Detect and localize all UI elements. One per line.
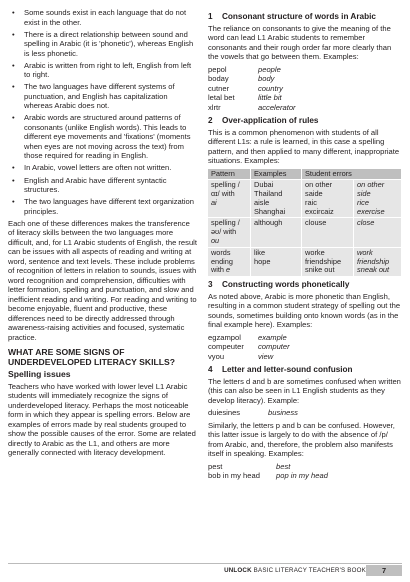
section-3-text: As noted above, Arabic is more phonetic than English, resulting in a common student strategy of spelling out the sounds, sometimes building onto known words (as in the final example here). Examples: xyxy=(208,291,401,330)
page-footer xyxy=(0,563,410,577)
correct-word: sneak out xyxy=(357,265,390,275)
section-4-text-2: Similarly, the letters p and b can be confused. However, this latter issue is largely to do with the absence of /p/ from Arabic, and, therefore, the problem also manifests itself in speaking. Examples: xyxy=(208,420,395,459)
pattern-cell xyxy=(208,247,251,276)
error-word: boday xyxy=(208,74,229,83)
list-item: • The two languages have different systems of punctuation, and English has capitalization whereas Arabic does not. xyxy=(8,82,198,111)
error-word: snike out xyxy=(305,265,335,275)
correct-word: best xyxy=(276,461,291,471)
example-word: like xyxy=(254,247,266,257)
section-4-examples-2 xyxy=(208,462,402,481)
error-word: compeuter xyxy=(208,342,244,352)
section-3-title xyxy=(208,280,402,290)
examples-cell xyxy=(251,247,302,276)
right-column xyxy=(208,8,402,484)
table-header-row xyxy=(208,169,402,180)
examples-cell xyxy=(251,180,302,218)
pattern-letters: e xyxy=(226,265,231,275)
correct-word: friendship xyxy=(357,256,390,266)
table-row xyxy=(208,247,402,276)
example-word: Shanghai xyxy=(254,206,286,216)
section-4-examples-1 xyxy=(208,408,402,418)
list-item: • In Arabic, vowel letters are often not written. xyxy=(8,163,198,173)
error-word: cutner xyxy=(208,83,230,93)
footer-divider xyxy=(8,563,402,564)
error-word: clouse xyxy=(305,218,327,228)
correct-word: accelerator xyxy=(258,102,296,112)
corrections-cell xyxy=(354,180,402,218)
section-number: 4 xyxy=(208,365,213,375)
section-1-text: The reliance on consonants to give the meaning of the word can lead L1 Arabic students to remember consonants and their rough order far more clearly than the vowels that go between them. Examples: xyxy=(208,23,392,61)
example-word: although xyxy=(254,218,283,228)
list-item: • The two languages have different text organization principles. xyxy=(8,197,198,216)
list-item: • There is a direct relationship between sound and spelling in Arabic (it is 'phonetic'), whereas English is less phonetic. xyxy=(8,30,198,59)
column-header: Examples xyxy=(251,169,302,180)
error-word: egzampol xyxy=(208,332,241,342)
error-word: letal bet xyxy=(208,93,235,102)
error-word: friendshipe xyxy=(305,256,342,266)
error-word: worke xyxy=(305,247,325,257)
footer-book-title xyxy=(224,567,366,574)
book-title: BASIC LITERACY TEACHER'S BOOK xyxy=(253,567,366,574)
error-word: xlrtr xyxy=(208,102,221,112)
correct-word: body xyxy=(258,74,275,83)
correct-word: view xyxy=(258,351,274,361)
error-word: pest xyxy=(208,461,223,471)
errors-cell xyxy=(302,180,354,218)
corrections-cell xyxy=(354,247,402,276)
correct-word: example xyxy=(258,332,287,342)
differences-list xyxy=(8,8,198,216)
example-word: Thailand xyxy=(254,189,283,199)
pattern-letters: ai xyxy=(211,197,217,207)
spelling-paragraph: Teachers who have worked with lower level L1 Arabic students will immediately recognize the signs of underdeveloped literacy. Perhaps the most noticeable form in which they appear is spelling errors. Below are examples of errors made by real students grouped to show the possible causes of the error. Some are related directly to Arabic as the L1, and others are more generally connected with literacy development. xyxy=(8,381,196,458)
section-title-text: Over-application of rules xyxy=(222,116,319,125)
pattern-letters: ou xyxy=(211,236,220,246)
error-word: raic xyxy=(305,197,317,207)
section-heading: WHAT ARE SOME SIGNS OF UNDERDEVELOPED LITERACY SKILLS? xyxy=(8,347,175,368)
error-word: excircaiz xyxy=(305,206,334,216)
correct-word: computer xyxy=(258,342,290,352)
pattern-text: spelling /ɑɪ/ with xyxy=(211,180,240,199)
list-item: • English and Arabic have different syntactic structures. xyxy=(8,176,198,195)
table-row xyxy=(208,180,402,218)
spelling-errors-table xyxy=(208,169,402,277)
pattern-text: spelling /əʊ/ with xyxy=(211,218,240,237)
error-word: duiesines xyxy=(208,408,241,418)
subheading-spelling-issues: Spelling issues xyxy=(8,369,71,380)
section-4-title xyxy=(208,365,402,375)
correct-word: on other side xyxy=(357,180,385,199)
correct-word: business xyxy=(268,408,298,418)
section-1-examples xyxy=(208,65,402,113)
example-word: Dubai xyxy=(254,180,274,190)
pattern-text: words ending with xyxy=(211,247,233,275)
correct-word: pop in my head xyxy=(276,471,328,481)
correct-word: country xyxy=(258,83,283,93)
correct-word: close xyxy=(357,218,375,228)
list-item: • Arabic is written from right to left, English from left to right. xyxy=(8,61,198,80)
section-number: 1 xyxy=(208,12,213,21)
section-number: 2 xyxy=(208,116,213,125)
correct-word: rice xyxy=(357,197,369,207)
table-row xyxy=(208,218,402,247)
section-4-text-1: The letters d and b are sometimes confused when written (this can also be seen in L1 English students as they develop literacy). Example: xyxy=(208,376,401,405)
correct-word: people xyxy=(258,64,281,74)
pattern-cell xyxy=(208,218,251,247)
error-word: vyou xyxy=(208,351,225,361)
correct-word: little bit xyxy=(258,93,282,102)
page-number: 7 xyxy=(366,565,402,576)
column-header: Pattern xyxy=(208,169,251,180)
list-item: • Arabic words are structured around patterns of consonants (unlike English words). This leads to different eye movements and 'fixations' (moments when eyes are not moving across the text) from those required for reading in English. xyxy=(8,113,198,161)
section-3-examples xyxy=(208,333,402,362)
section-number: 3 xyxy=(208,280,213,290)
section-2-title xyxy=(208,116,402,126)
section-title-text: Constructing words phonetically xyxy=(222,280,350,290)
pattern-cell xyxy=(208,180,251,218)
section-title-text: Consonant structure of words in Arabic xyxy=(222,12,376,21)
error-word: on other saide xyxy=(305,180,333,199)
left-column xyxy=(8,8,198,461)
list-item: • Some sounds exist in each language that do not exist in the other. xyxy=(8,8,198,27)
section-title-text: Letter and letter-sound confusion xyxy=(222,365,353,375)
section-1-title xyxy=(208,12,402,22)
differences-paragraph: Each one of these differences makes the transference of literacy skills between the two languages more difficult, and, for L1 Arabic students of English, the result can be issues with all aspects of reading and writing at word, sentence and text levels. These include problems of recognition of letters in relation to sounds, issues with word recognition and comprehension, difficulties with letter formation, spelling and punctuation, and slow and inefficient reading and writing. For reading and writing to become enjoyable, fluent and productive, these differences need to be directly addressed through awareness-raising activities and focused, systematic practice. xyxy=(8,218,197,342)
errors-cell xyxy=(302,247,354,276)
examples-cell xyxy=(251,218,302,247)
errors-cell xyxy=(302,218,354,247)
column-header: Student errors xyxy=(302,169,402,180)
brand-name: UNLOCK xyxy=(224,567,252,574)
error-word: pepol xyxy=(208,64,227,74)
example-word: hope xyxy=(254,256,271,266)
section-2-text: This is a common phenomenon with students of all different L1s: a rule is learned, in this case a spelling pattern, and then applied to many different, inappropriate situations. Examples: xyxy=(208,127,400,165)
error-word: bob in my head xyxy=(208,471,260,481)
correct-word: exercise xyxy=(357,206,385,216)
corrections-cell xyxy=(354,218,402,247)
example-word: aisle xyxy=(254,197,270,207)
correct-word: work xyxy=(357,247,373,257)
